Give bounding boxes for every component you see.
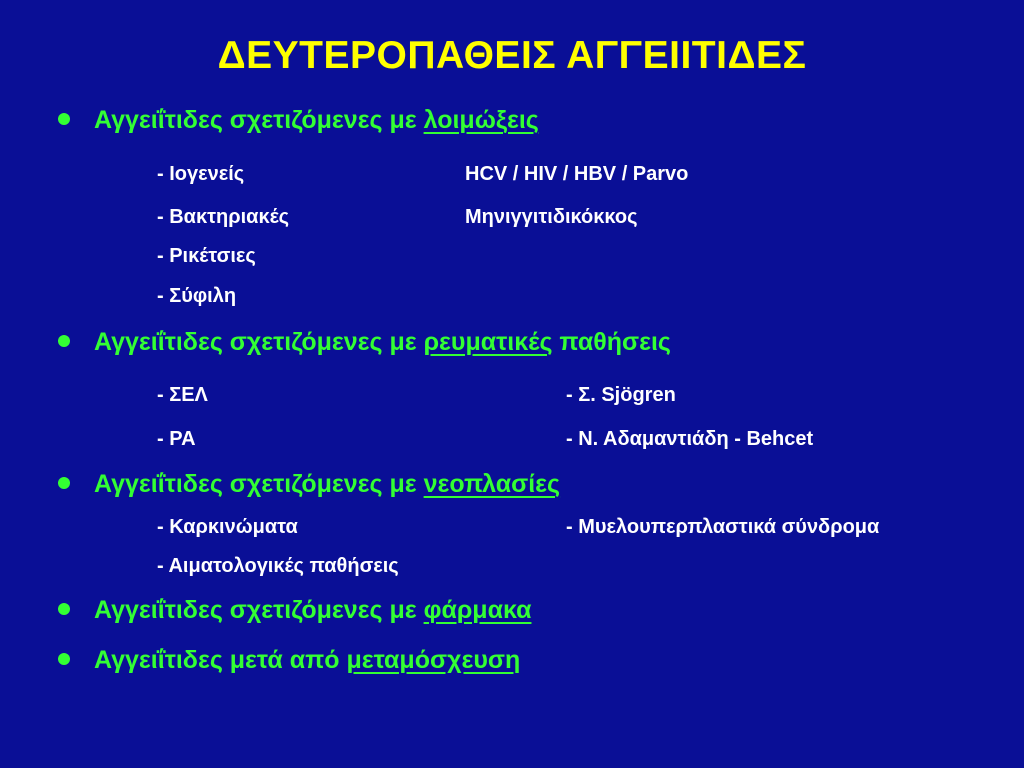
sub-item-left: - ΡΑ <box>157 428 196 450</box>
sub-item-left: - Ρικέτσιες <box>157 245 256 267</box>
bullet-prefix: Αγγειΐτιδες μετά από <box>94 646 347 674</box>
bullet-prefix: Αγγειΐτιδες σχετιζόμενες με <box>94 106 424 134</box>
bullet-dot-icon <box>58 328 94 357</box>
bullet-prefix: Αγγειΐτιδες σχετιζόμενες με <box>94 470 424 498</box>
bullet-emphasis: μεταμόσχευση <box>346 646 521 674</box>
bullet-emphasis: λοιμώξεις <box>423 106 539 134</box>
bullet-dot-icon <box>58 596 94 625</box>
sub-item-left: - Σύφιλη <box>157 285 237 307</box>
bullet-emphasis: ρευματικές <box>423 328 553 356</box>
sub-item-left: - Βακτηριακές <box>157 206 290 228</box>
bullet-dot-icon <box>58 106 94 135</box>
sub-item-right: - Σ. Sjögren <box>566 384 676 406</box>
bullet-emphasis: νεοπλασίες <box>423 470 561 498</box>
bullet-transplant <box>58 646 520 675</box>
sub-item-left: - Αιματολογικές παθήσεις <box>157 555 399 577</box>
bullet-infections <box>58 106 539 135</box>
bullet-drugs <box>58 596 531 625</box>
bullet-dot-icon <box>58 646 94 675</box>
sub-item-right: Μηνιγγιτιδικόκκος <box>465 206 638 228</box>
sub-item-left: - ΣΕΛ <box>157 384 208 406</box>
sub-item-right: HCV / HIV / HBV / Parvo <box>465 163 689 185</box>
bullet-emphasis: φάρμακα <box>423 596 532 624</box>
sub-item-right: - Μυελουπερπλαστικά σύνδρομα <box>566 516 880 538</box>
slide-title: ΔΕΥΤΕΡΟΠΑΘΕΙΣ ΑΓΓΕΙΙΤΙΔΕΣ <box>217 34 807 77</box>
sub-item-right: - Ν. Αδαμαντιάδη - Behcet <box>566 428 814 450</box>
bullet-prefix: Αγγειΐτιδες σχετιζόμενες με <box>94 328 424 356</box>
sub-item-left: - Καρκινώματα <box>157 516 298 538</box>
sub-item-left: - Ιογενείς <box>157 163 245 185</box>
bullet-suffix: παθήσεις <box>552 328 671 356</box>
bullet-neoplasms <box>58 470 560 499</box>
bullet-dot-icon <box>58 470 94 499</box>
bullet-prefix: Αγγειΐτιδες σχετιζόμενες με <box>94 596 424 624</box>
bullet-rheumatic <box>58 328 671 357</box>
